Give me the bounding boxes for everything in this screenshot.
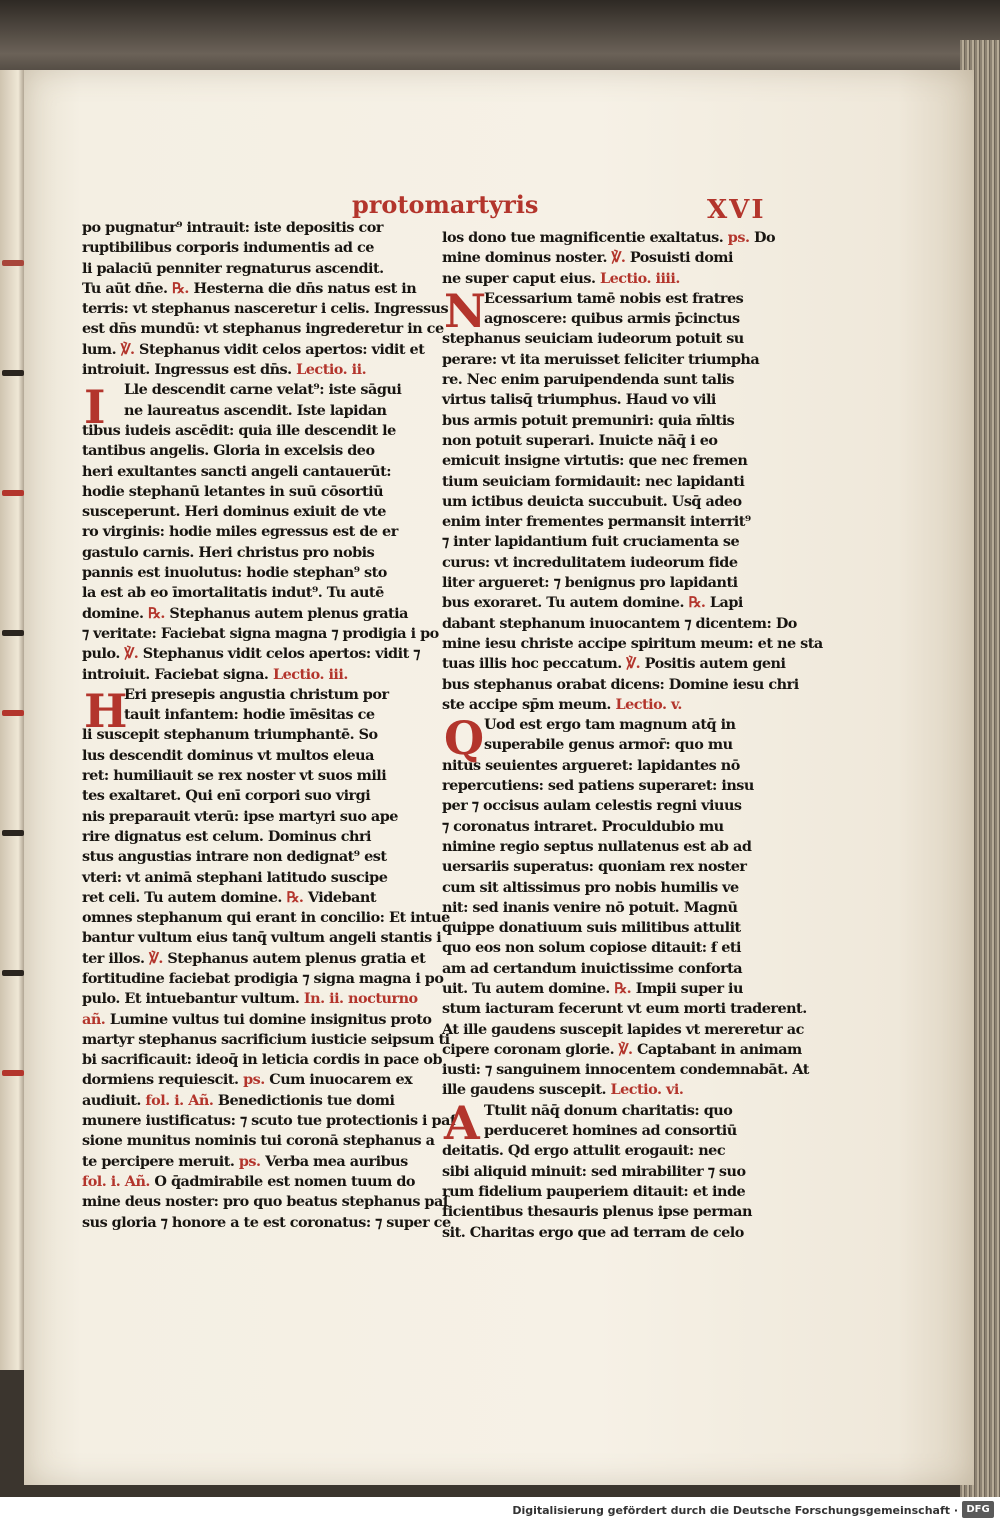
text-line: tes exaltaret. Qui enī corpori suo virgi bbox=[82, 787, 371, 805]
text-line: bus exoraret. Tu autem domine. ℞. Lapi bbox=[442, 594, 743, 612]
text-line: dormiens requiescit. ps. Cum inuocarem ex bbox=[82, 1071, 413, 1089]
text-line: tantibus angelis. Gloria in excelsis deo bbox=[82, 442, 375, 460]
text-line: añ. Lumine vultus tui domine insignitus proto bbox=[82, 1010, 432, 1028]
text-line: stus angustias intrare non dedignat⁹ est bbox=[82, 848, 387, 866]
text-line: introiuit. Ingressus est dn̄s. Lectio. ii. bbox=[82, 361, 367, 379]
text-line: tuas illis hoc peccatum. ℣. Positis autem geni bbox=[442, 655, 786, 673]
initial-letter-lectio-ii: I bbox=[84, 380, 106, 434]
text-line: mine deus noster: pro quo beatus stephanus paſ bbox=[82, 1193, 449, 1211]
text-line: fol. i. Añ. O q̄admirabile est nomen tuum do bbox=[82, 1172, 415, 1190]
left-text-column bbox=[82, 218, 456, 1233]
left-page-text-mark bbox=[2, 830, 24, 836]
left-page-text-mark bbox=[2, 370, 24, 376]
text-line: ter illos. ℣. Stephanus autem plenus gratia et bbox=[82, 949, 426, 967]
text-line: ste accipe sp̄m meum. Lectio. v. bbox=[442, 695, 682, 713]
text-line: superabile genus armor̄: quo mu bbox=[484, 736, 733, 754]
text-line: repercutiens: sed patiens superaret: insu bbox=[442, 777, 754, 795]
text-line: bi sacrificauit: ideoq̄ in leticia cordis in pace ob bbox=[82, 1051, 443, 1069]
right-text-column bbox=[442, 228, 823, 1243]
text-line: ret celi. Tu autem domine. ℞. Videbant bbox=[82, 888, 376, 906]
text-line: bus armis potuit premuniri: quia m̄ltis bbox=[442, 411, 735, 429]
text-line: los dono tue magnificentie exaltatus. ps. Do bbox=[442, 229, 776, 246]
text-line: introiuit. Faciebat signa. Lectio. iii. bbox=[82, 665, 348, 683]
text-line: te percipere meruit. ps. Verba mea auribus bbox=[82, 1152, 408, 1170]
text-line: bus stephanus orabat dicens: Domine iesu chri bbox=[442, 675, 799, 693]
text-line: Ttulit nāq̄ donum charitatis: quo bbox=[484, 1101, 733, 1119]
text-line: re. Nec enim paruipendenda sunt talis bbox=[442, 371, 735, 389]
text-line: bantur vultum eius tanq̄ vultum angeli stantis i bbox=[82, 929, 442, 947]
text-line: martyr stephanus sacrificium iusticie seipsum ti bbox=[82, 1030, 450, 1048]
footer-bar bbox=[0, 1497, 1000, 1524]
text-line: ret: humiliauit se rex noster vt suos mili bbox=[82, 767, 387, 785]
left-page-sliver bbox=[0, 70, 26, 1370]
text-line: gastulo carnis. Heri christus pro nobis bbox=[82, 543, 375, 561]
text-line: emicuit insigne virtutis: que nec fremen bbox=[442, 452, 748, 470]
initial-letter-lectio-iiii: N bbox=[444, 284, 487, 338]
text-line: perare: vt ita meruisset feliciter triumpha bbox=[442, 350, 760, 368]
text-line: nitus seuientes argueret: lapidantes nō bbox=[442, 756, 740, 774]
initial-letter-lectio-v: Q bbox=[444, 711, 485, 765]
initial-letter-lectio-iii: H bbox=[84, 684, 128, 738]
text-line: nis preparauit vterū: ipse martyri suo ape bbox=[82, 807, 398, 825]
left-page-rubric-mark bbox=[2, 1070, 24, 1076]
left-page-rubric-mark bbox=[2, 490, 24, 496]
dfg-logo-icon: DFG bbox=[962, 1501, 994, 1518]
text-line: nimine regio septus nullatenus est ab ad bbox=[442, 837, 752, 855]
text-line: munere iustificatus: ⁊ scuto tue protectionis i paſ bbox=[82, 1112, 456, 1130]
left-page-text-mark bbox=[2, 970, 24, 976]
text-line: pulo. Et intuebantur vultum. In. ii. nocturno bbox=[82, 990, 418, 1008]
text-line: nit: sed inanis venire nō potuit. Magnū bbox=[442, 898, 738, 916]
text-line: tauit infantem: hodie īmēsitas ce bbox=[124, 706, 375, 724]
text-line: heri exultantes sancti angeli cantauerūt: bbox=[82, 462, 392, 480]
text-line: rum fidelium pauperiem ditauit: et inde bbox=[442, 1182, 746, 1200]
left-page-text-mark bbox=[2, 630, 24, 636]
text-line: uit. Tu autem domine. ℞. Impii super iu bbox=[442, 979, 743, 997]
text-line: li palaciū penniter regnaturus ascendit. bbox=[82, 259, 384, 277]
text-line: enim inter frementes permansit interrit⁹ bbox=[442, 513, 751, 531]
text-line: cipere coronam glorie. ℣. Captabant in animam bbox=[442, 1040, 802, 1058]
text-line: deitatis. Qd ergo attulit erogauit: nec bbox=[442, 1142, 726, 1160]
text-line: terris: vt stephanus nasceretur i celis. Ingressus bbox=[82, 300, 449, 318]
text-line: curus: vt incredulitatem iudeorum fide bbox=[442, 553, 738, 571]
text-line: uersariis superatus: quoniam rex noster bbox=[442, 858, 747, 876]
text-line: tium seuiciam formidauit: nec lapidanti bbox=[442, 472, 745, 490]
text-line: sus gloria ⁊ honore a te est coronatus: ⁊ super ce bbox=[82, 1213, 451, 1231]
text-line: vteri: vt animā stephani latitudo suscipe bbox=[82, 868, 388, 886]
text-line: pannis est inuolutus: hodie stephan⁹ sto bbox=[82, 564, 387, 582]
text-line: um ictibus deuicta succubuit. Usq̄ adeo bbox=[442, 492, 742, 510]
text-line: ⁊ inter lapidantium fuit cruciamenta se bbox=[442, 533, 740, 551]
text-line: virtus talisq̄ triumphus. Haud vo vili bbox=[442, 391, 716, 409]
text-line: ne laureatus ascendit. Iste lapidan bbox=[124, 401, 387, 419]
text-line: domine. ℞. Stephanus autem plenus gratia bbox=[82, 604, 408, 622]
initial-letter-lectio-vi: A bbox=[444, 1096, 480, 1150]
text-line: pulo. ℣. Stephanus vidit celos apertos: vidit ⁊ bbox=[82, 645, 420, 663]
text-line: am ad certandum inuictissime conforta bbox=[442, 959, 743, 977]
folio-number: XVI bbox=[707, 195, 766, 225]
text-line: dabant stephanum inuocantem ⁊ dicentem: Do bbox=[442, 614, 797, 632]
text-line: ro virginis: hodie miles egressus est de er bbox=[82, 523, 398, 541]
running-title: protomartyris bbox=[352, 190, 539, 219]
text-line: audiuit. fol. i. Añ. Benedictionis tue domi bbox=[82, 1091, 395, 1109]
text-line: cum sit altissimus pro nobis humilis ve bbox=[442, 878, 739, 896]
text-line: mine dominus noster. ℣. Posuisti domi bbox=[442, 249, 733, 267]
text-line: sit. Charitas ergo que ad terram de celo bbox=[442, 1223, 744, 1241]
text-line: mine iesu christe accipe spiritum meum: et ne sta bbox=[442, 634, 823, 652]
text-line: At ille gaudens suscepit lapides vt mereretur ac bbox=[442, 1020, 804, 1038]
text-line: rire dignatus est celum. Dominus chri bbox=[82, 827, 371, 845]
text-line: sibi aliquid minuit: sed mirabiliter ⁊ suo bbox=[442, 1162, 746, 1180]
text-line: Tu aūt dn̄e. ℞. Hesterna die dn̄s natus est in bbox=[82, 279, 417, 297]
text-line: Eri presepis angustia christum por bbox=[124, 685, 389, 703]
text-line: Ecessarium tamē nobis est fratres bbox=[484, 289, 744, 307]
text-line: ille gaudens suscepit. Lectio. vi. bbox=[442, 1081, 684, 1099]
text-line: omnes stephanum qui erant in concilio: Et intue bbox=[82, 909, 450, 927]
text-line: iusti: ⁊ sanguinem innocentem condemnabāt. At bbox=[442, 1061, 809, 1079]
text-line: ⁊ veritate: Faciebat signa magna ⁊ prodigia i po bbox=[82, 624, 439, 642]
funding-credit: Digitalisierung gefördert durch die Deutsche Forschungsgemeinschaft · bbox=[512, 1504, 958, 1517]
book-page bbox=[24, 70, 974, 1485]
text-line: lum. ℣. Stephanus vidit celos apertos: vidit et bbox=[82, 340, 425, 358]
text-line: susceperunt. Heri dominus exiuit de vte bbox=[82, 503, 386, 521]
text-line: la est ab eo īmortalitatis indut⁹. Tu autē bbox=[82, 584, 384, 602]
text-line: ⁊ coronatus intraret. Proculdubio mu bbox=[442, 817, 724, 835]
text-line: ne super caput eius. Lectio. iiii. bbox=[442, 269, 680, 287]
text-line: sione munitus nominis tui coronā stephanus a bbox=[82, 1132, 435, 1150]
text-line: ficientibus thesauris plenus ipse perman bbox=[442, 1203, 752, 1221]
left-page-rubric-mark bbox=[2, 710, 24, 716]
text-line: Lle descendit carne velat⁹: iste sāgui bbox=[124, 381, 402, 399]
text-line: li suscepit stephanum triumphantē. So bbox=[82, 726, 378, 744]
text-line: Uod est ergo tam magnum atq̄ in bbox=[484, 716, 736, 734]
text-line: non potuit superari. Inuicte nāq̄ i eo bbox=[442, 431, 718, 449]
left-page-rubric-mark bbox=[2, 260, 24, 266]
text-line: tibus iudeis ascēdit: quia ille descendit le bbox=[82, 421, 396, 439]
text-line: per ⁊ occisus aulam celestis regni viuus bbox=[442, 797, 742, 815]
text-line: fortitudine faciebat prodigia ⁊ signa magna i po bbox=[82, 969, 444, 987]
text-line: est dn̄s mundū: vt stephanus ingrederetur in ce bbox=[82, 320, 444, 338]
text-line: hodie stephanū letantes in suū cōsortiū bbox=[82, 482, 384, 500]
text-line: liter argueret: ⁊ benignus pro lapidanti bbox=[442, 574, 738, 592]
text-line: stephanus seuiciam iudeorum potuit su bbox=[442, 330, 744, 348]
text-line: stum iacturam fecerunt vt eum morti traderent. bbox=[442, 1000, 807, 1018]
text-line: agnoscere: quibus armis p̄cinctus bbox=[484, 310, 740, 328]
text-line: ruptibilibus corporis indumentis ad ce bbox=[82, 239, 374, 257]
text-line: quo eos non solum copiose ditauit: ẜ eti bbox=[442, 939, 742, 957]
text-line: po pugnatur⁹ intrauit: iste depositis cor bbox=[82, 219, 383, 236]
text-line: quippe donatiuum suis militibus attulit bbox=[442, 919, 741, 937]
text-line: lus descendit dominus vt multos eleua bbox=[82, 746, 374, 764]
text-line: perduceret homines ad consortiū bbox=[484, 1122, 737, 1140]
